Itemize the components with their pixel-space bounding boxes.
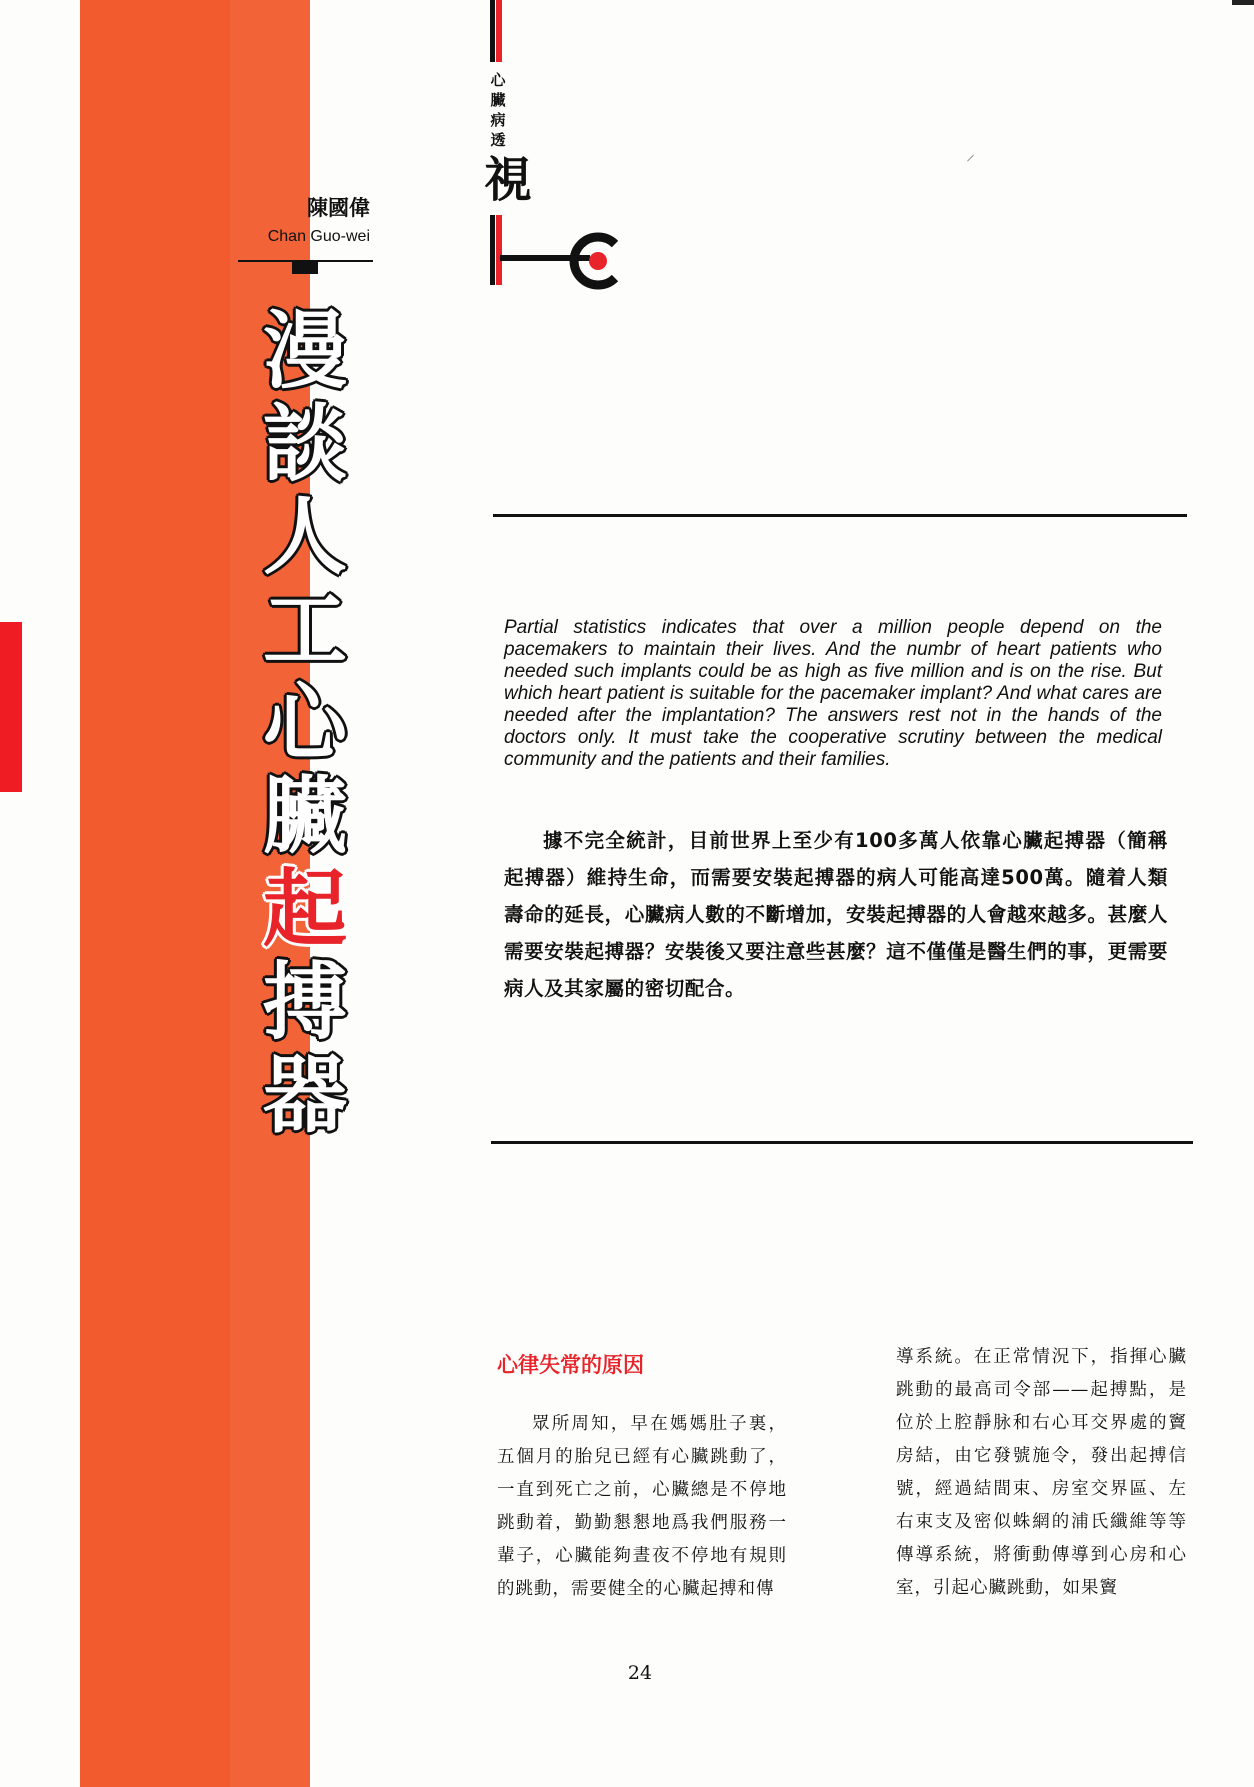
series-label-char: 臟 bbox=[490, 91, 506, 109]
series-label-char: 心 bbox=[490, 71, 506, 89]
title-char: 臟 bbox=[262, 767, 347, 865]
author-name-chinese: 陳國偉 bbox=[307, 196, 370, 220]
series-label bbox=[486, 70, 510, 150]
logo-bar-red bbox=[496, 0, 502, 62]
corner-mark bbox=[1232, 0, 1254, 5]
author-name-english: Chan Guo-wei bbox=[267, 228, 370, 245]
top-rule bbox=[493, 514, 1187, 517]
body-column-2: 導系統。在正常情況下，指揮心臟跳動的最高司令部——起搏點，是位於上腔靜脉和右心耳交界處的竇房結，由它發號施令，發出起搏信號，經過結間束、房室交界區、左右束支及密似蛛網的浦氏纖維等等傳導系統，將衝動傳導到心房和心室，引起心臟跳動，如果竇 bbox=[896, 1347, 1187, 1598]
article-title bbox=[255, 302, 355, 1144]
red-edge-tab bbox=[0, 622, 22, 792]
series-label-char: 病 bbox=[490, 111, 506, 129]
bottom-rule bbox=[491, 1141, 1193, 1144]
title-char: 人 bbox=[262, 488, 347, 586]
series-label-char: 透 bbox=[490, 131, 506, 149]
title-char: 搏 bbox=[262, 953, 347, 1051]
logo-bar-black bbox=[490, 0, 495, 62]
section-heading: 心律失常的原因 bbox=[497, 1353, 644, 1377]
title-char: 心 bbox=[262, 674, 347, 772]
title-char: 談 bbox=[262, 395, 347, 493]
hc-logo-icon bbox=[565, 232, 623, 290]
series-label-big-char: 視 bbox=[483, 152, 532, 208]
logo-bar-red bbox=[496, 215, 502, 285]
title-char: 漫 bbox=[262, 302, 347, 400]
logo-bar-black bbox=[490, 215, 495, 285]
abstract-chinese: 據不完全統計，目前世界上至少有100多萬人依靠心臟起搏器（簡稱起搏器）維持生命，而需要安裝起搏器的病人可能高達500萬。隨着人類壽命的延長，心臟病人數的不斷增加，安裝起搏器的人會越來越多。甚麼人需要安裝起搏器？安裝後又要注意些甚麼？這不僅僅是醫生們的事，更需要病人及其家屬的密切配合。 bbox=[504, 829, 1168, 1000]
title-char: 起 bbox=[262, 860, 347, 958]
body-column-1: 眾所周知，早在媽媽肚子裏，五個月的胎兒已經有心臟跳動了，一直到死亡之前，心臟總是不停地跳動着，勤勤懇懇地爲我們服務一輩子，心臟能夠晝夜不停地有規則的跳動，需要健全的心臟起搏和傳 bbox=[497, 1414, 787, 1599]
title-char: 工 bbox=[262, 581, 347, 679]
author-rule-block bbox=[292, 262, 318, 274]
stray-mark: ⸝ bbox=[966, 144, 975, 165]
title-char: 器 bbox=[262, 1046, 347, 1144]
abstract-english: Partial statistics indicates that over a million people depend on the pacemakers to maintain their lives. And the numbr of heart patients who needed such implants could be as high as five million and is on the rise. But which heart patient is suitable for the pacemaker implant? And what cares are needed after the implantation? The answers rest not in the hands of the doctors only. It must take the cooperative scrutiny between the medical community and the patients and their families. bbox=[504, 617, 1162, 770]
page-number: 24 bbox=[627, 1662, 653, 1684]
